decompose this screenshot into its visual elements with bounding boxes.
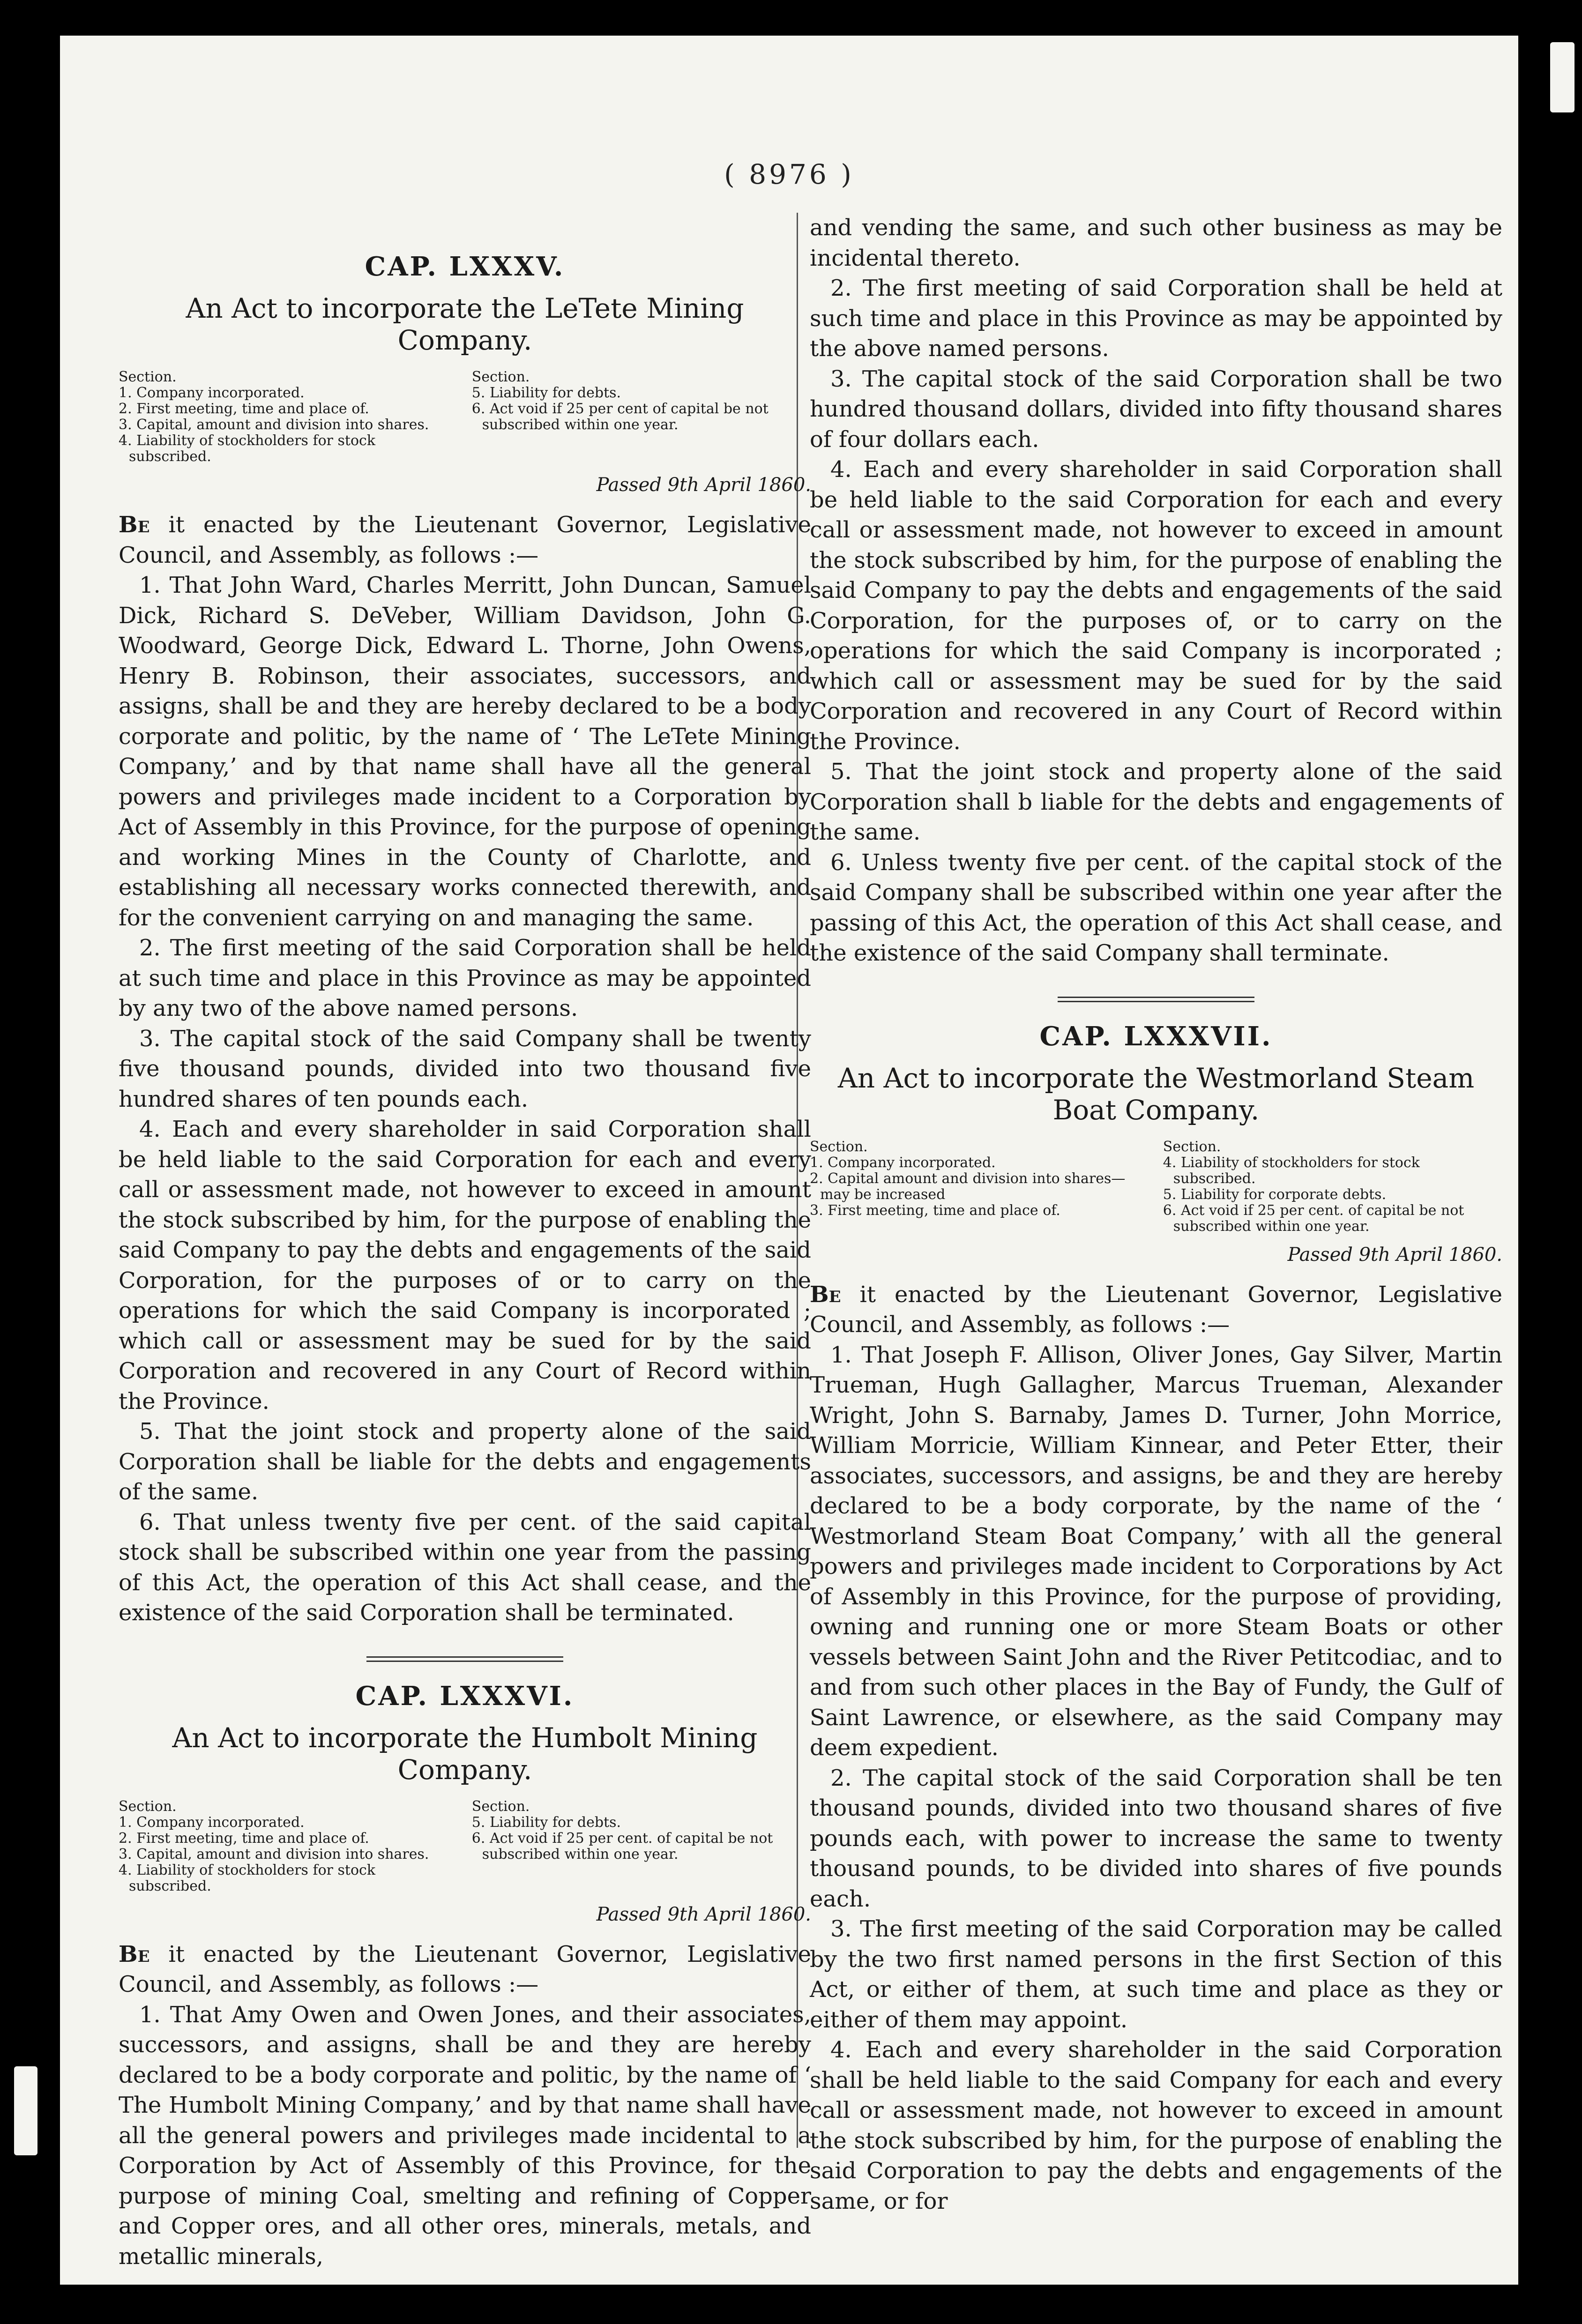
section-paragraph: 1. That Amy Owen and Owen Jones, and their associates, successors, and assigns, shall be and they are hereby declared to be a body corporate and politic, by the name of ‘ The Humbolt Mining Company,’ and by that name shall have all the general powers and privileges made incidental to a Corporation by Act of Assembly of this Province, for the purpose of mining Coal, smelting and refining of Copper and Copper ores, and all other ores, minerals, metals, and metallic minerals, <box>119 2001 811 2270</box>
scan-edge-mark-top-right <box>1550 42 1575 112</box>
section-paragraph: 5. That the joint stock and property alone of the said Corporation shall be liable for the debts and engagements of the same. <box>119 1418 811 1505</box>
section-paragraph: 1. That Joseph F. Allison, Oliver Jones, Gay Silver, Martin Trueman, Hugh Gallagher, Marcus Trueman, Alexander Wright, John S. Barnaby, James D. Turner, John Morrice, William Morricie, William Kinnear, and Peter Etter, their associates, successors, and assigns, be and they are hereby declared to be a body corporate, by the name of the ‘ Westmorland Steam Boat Company,’ with all the general powers and privileges made incident to Corporations by Act of Assembly in this Province, for the purpose of providing, owning and running one or more Steam Boats or other vessels between Saint John and the River Petitcodiac, and to and from such other places in the Bay of Fundy, the Gulf of Saint Lawrence, or elsewhere, as the said Company may deem expedient. <box>810 1341 1502 1761</box>
page-number: ( 8976 ) <box>724 158 854 190</box>
section-label: Section. <box>471 369 530 385</box>
section-summary-item: 3. First meeting, time and place of. <box>810 1202 1060 1219</box>
enacting-text: it enacted by the Lieutenant Governor, Legislative Council, and Assembly, as follows :— <box>119 512 811 568</box>
section-paragraph: 3. The capital stock of the said Company shall be twenty five thousand pounds, divided into two thousand five hundred shares of ten pounds each. <box>119 1025 811 1112</box>
chapter-87 <box>810 1021 1502 2217</box>
section-summary-item: 4. Liability of stockholders for stock subscribed. <box>119 1862 376 1894</box>
enacting-clause <box>119 510 811 570</box>
section-paragraph: 2. The capital stock of the said Corporation shall be ten thousand pounds, divided into two thousand shares of five pounds each, with power to increase the same to twenty thousand pounds, to be divided into shares of five pounds each. <box>810 1765 1502 1912</box>
enacting-first-word: Be <box>810 1281 841 1308</box>
enacting-first-word: Be <box>119 512 150 538</box>
section-paragraph: 6. Unless twenty five per cent. of the capital stock of the said Company shall be subscribed within one year after the passing of this Act, the operation of this Act shall cease, and the existence of the said Company shall terminate. <box>810 849 1502 966</box>
section-summary-left <box>119 1799 458 1894</box>
passed-date: Passed 9th April 1860. <box>1287 1244 1502 1266</box>
section-label: Section. <box>810 1138 868 1155</box>
section-summary-item: 3. Capital, amount and division into shares. <box>119 417 429 433</box>
act-title: An Act to incorporate the Humbolt Mining Company. <box>172 1721 758 1786</box>
section-summary <box>810 1139 1502 1235</box>
section-paragraph: and vending the same, and such other business as may be incidental thereto. <box>810 215 1502 271</box>
section-paragraph: 4. Each and every shareholder in said Corporation shall be held liable to the said Corporation for each and every call or assessment made, not however to exceed in amount the stock subscribed by him, for the purpose of enabling the said Company to pay the debts and engagements of the said Corporation, for the purposes of, or to carry on the operations for which the said Company is incorporated ; which call or assessment may be sued for by the said Corporation and recovered in any Court of Record within the Province. <box>810 456 1502 755</box>
enacting-text: it enacted by the Lieutenant Governor, Legislative Council, and Assembly, as follows :— <box>119 1941 811 1997</box>
section-summary-item: 2. First meeting, time and place of. <box>119 401 369 417</box>
left-column <box>119 213 811 2272</box>
section-summary-right <box>1163 1139 1502 1235</box>
section-label: Section. <box>119 369 177 385</box>
section-summary-item: 6. Act void if 25 per cent. of capital be not subscribed within one year. <box>1163 1202 1464 1235</box>
passed-date: Passed 9th April 1860. <box>596 1903 811 1925</box>
section-summary-right <box>472 1799 811 1894</box>
section-paragraph: 3. The capital stock of the said Corporation shall be two hundred thousand dollars, divided into fifty thousand shares of four dollars each. <box>810 365 1502 453</box>
section-label: Section. <box>119 1798 177 1815</box>
section-summary-item: 1. Company incorporated. <box>119 385 305 401</box>
chapter-85 <box>119 251 811 1628</box>
act-title: An Act to incorporate the Westmorland Steam Boat Company. <box>837 1062 1475 1126</box>
section-summary-left <box>810 1139 1149 1235</box>
section-summary-item: 3. Capital, amount and division into shares. <box>119 1846 429 1862</box>
act-title: An Act to incorporate the LeTete Mining Company. <box>186 292 744 356</box>
section-paragraph: 5. That the joint stock and property alone of the said Corporation shall b liable for the debts and engagements of the same. <box>810 759 1502 845</box>
enacting-text: it enacted by the Lieutenant Governor, Legislative Council, and Assembly, as follows :— <box>810 1281 1502 1338</box>
chapter-heading: CAP. LXXXV. <box>365 251 565 282</box>
section-paragraph: 3. The first meeting of the said Corporation may be called by the two first named persons in the first Section of this Act, or either of them, at such time and place as they or either of them may appoint. <box>810 1916 1502 2033</box>
scan-edge-mark-bottom-left <box>14 2066 37 2155</box>
section-summary-item: 5. Liability for corporate debts. <box>1163 1186 1387 1203</box>
chapter-divider <box>366 1656 563 1662</box>
enacting-first-word: Be <box>119 1941 150 1967</box>
section-label: Section. <box>1163 1138 1221 1155</box>
section-summary-item: 6. Act void if 25 per cent of capital be not subscribed within one year. <box>471 401 769 433</box>
enacting-clause <box>810 1280 1502 1340</box>
section-summary-item: 5. Liability for debts. <box>471 1814 621 1831</box>
section-summary-item: 1. Company incorporated. <box>119 1814 305 1831</box>
section-summary <box>119 1799 811 1894</box>
section-paragraph: 6. That unless twenty five per cent. of the said capital stock shall be subscribed within one year from the passing of this Act, the operation of this Act shall cease, and the existence of the said Corporation shall be terminated. <box>119 1509 811 1626</box>
chapter-86-continued <box>810 213 1502 968</box>
section-summary <box>119 369 811 465</box>
section-summary-item: 1. Company incorporated. <box>810 1154 996 1171</box>
section-summary-left <box>119 369 458 465</box>
section-label: Section. <box>471 1798 530 1815</box>
chapter-86 <box>119 1681 811 2272</box>
section-summary-item: 2. Capital amount and division into shares—may be increased <box>810 1170 1126 1203</box>
section-summary-right <box>472 369 811 465</box>
section-summary-item: 5. Liability for debts. <box>471 385 621 401</box>
section-summary-item: 2. First meeting, time and place of. <box>119 1830 369 1847</box>
right-column <box>810 213 1502 2216</box>
chapter-heading: CAP. LXXXVI. <box>355 1680 575 1712</box>
section-summary-item: 4. Liability of stockholders for stock subscribed. <box>119 432 376 465</box>
enacting-clause <box>119 1939 811 2000</box>
document-page <box>60 36 1518 2285</box>
chapter-divider <box>1058 997 1254 1002</box>
chapter-heading: CAP. LXXXVII. <box>1039 1020 1273 1052</box>
section-summary-item: 4. Liability of stockholders for stock subscribed. <box>1163 1154 1420 1187</box>
section-paragraph: 2. The first meeting of said Corporation shall be held at such time and place in this Province as may be appointed by the above named persons. <box>810 275 1502 362</box>
section-paragraph: 2. The first meeting of the said Corporation shall be held at such time and place in this Province as may be appointed by any two of the above named persons. <box>119 935 811 1021</box>
section-summary-item: 6. Act void if 25 per cent. of capital be not subscribed within one year. <box>471 1830 773 1862</box>
passed-date: Passed 9th April 1860. <box>596 474 811 496</box>
section-paragraph: 1. That John Ward, Charles Merritt, John Duncan, Samuel Dick, Richard S. DeVeber, William Davidson, John G. Woodward, George Dick, Edward L. Thorne, John Owens, Henry B. Robinson, their associates, successors, and assigns, shall be and they are hereby declared to be a body corporate and politic, by the name of ‘ The LeTete Mining Company,’ and by that name shall have all the general powers and privileges made incident to a Corporation by Act of Assembly in this Province, for the purpose of opening and working Mines in the County of Charlotte, and establishing all necessary works connected therewith, and for the convenient carrying on and managing the same. <box>119 572 811 931</box>
section-paragraph: 4. Each and every shareholder in the said Corporation shall be held liable to the said Company for each and every call or assessment made, not however to exceed in amount the stock subscribed by him, for the purpose of enabling the said Corporation to pay the debts and engagements of the same, or for <box>810 2037 1502 2214</box>
section-paragraph: 4. Each and every shareholder in said Corporation shall be held liable to the said Corporation for each and every call or assessment made, not however to exceed in amount the stock subscribed by him, for the purpose of enabling the said Company to pay the debts and engagements of the said Corporation, for the purposes of or to carry on the operations for which the said Company is incorporated ; which call or assessment may be sued for by the said Corporation and recovered in any Court of Record within the Province. <box>119 1116 811 1415</box>
